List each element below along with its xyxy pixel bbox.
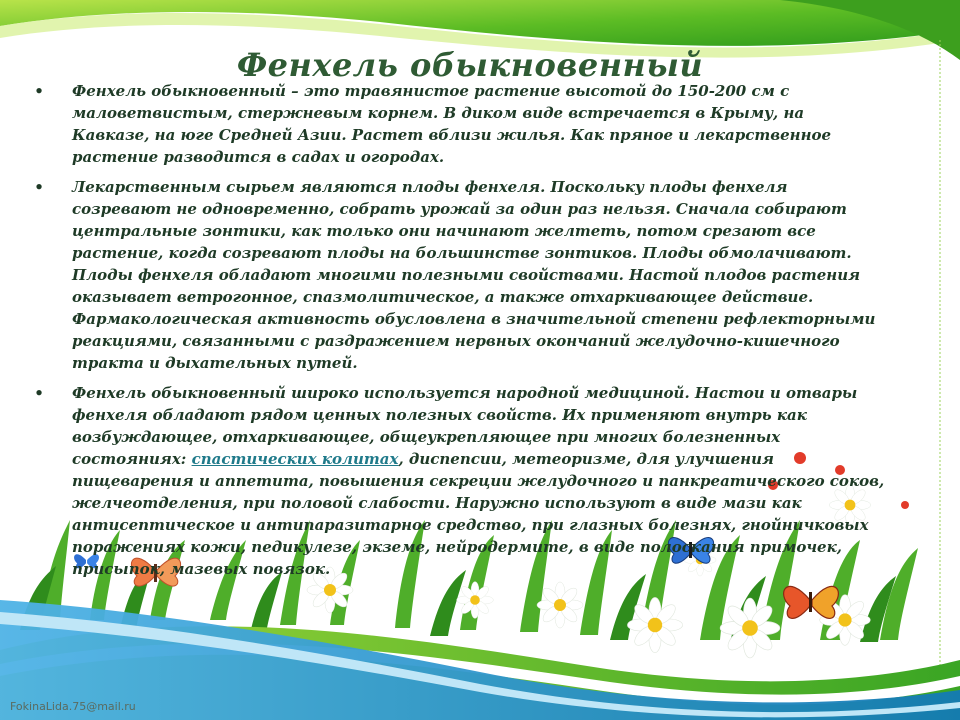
bullet-text: Фенхель обыкновенный – это травянистое растение высотой до 150-200 см с маловетвистым, стержневым корнем. В диком виде встречается в Крыму, на Кавказе, на юге Средней Азии. Растет вблизи жилья. Как пряное и лекарственное растение разводится в садах и огородах.: [72, 82, 832, 166]
bullet-item: [34, 176, 886, 374]
slide-title: Фенхель обыкновенный: [236, 46, 704, 84]
bullet-text: [72, 382, 886, 580]
author-watermark: FokinaLida.75@mail.ru: [10, 700, 136, 713]
spastic-colitis-link[interactable]: спастических колитах: [191, 450, 399, 468]
bullet-marker: •: [34, 178, 44, 196]
butterfly-red-icon: [784, 586, 839, 618]
bullet-text-part: , диспепсии, метеоризме, для улучшения пищеварения и аппетита, повышения секреции желудочного и панкреатического соков, желчеотделения, при половой слабости. Наружно используют в виде мази как антисептическое и антипаразитарное средство, при глазных болезнях, гнойничковых поражениях кожи, педикулезе, экземе, нейродермите, в виде полоскания примочек, присыпок, мазевых повязок.: [72, 450, 885, 578]
bullet-text: Лекарственным сырьем являются плоды фенхеля. Поскольку плоды фенхеля созревают не одновременно, собрать урожай за один раз нельзя. Сначала собирают центральные зонтики, как только они начинают желтеть, потом срезают все растение, когда созревают плоды на большинстве зонтиков. Плоды обмолачивают.: [72, 178, 852, 262]
bullet-item: [34, 382, 886, 580]
bullet-item: [34, 80, 886, 168]
bullet-marker: •: [34, 384, 44, 402]
slide-content: [34, 80, 886, 588]
bullet-text-part: Фенхель обыкновенный широко используется народной медициной. Настои и отвары фенхеля обладают рядом ценных полезных свойств. Их применяют внутрь как возбуждающее, отхаркивающее, общеукрепляющее при многих болезненных состояниях:: [72, 384, 858, 468]
bullet-marker: •: [34, 82, 44, 100]
bullet-text: Плоды фенхеля обладают многими полезными свойствами. Настой плодов растения оказывает ветрогонное, спазмолитическое, а также отхаркивающее действие. Фармакологическая активность обусловлена в значительной степени рефлекторными реакциями, связанными с раздражением нервных окончаний желудочно-кишечного тракта и дыхательных путей.: [72, 266, 876, 372]
